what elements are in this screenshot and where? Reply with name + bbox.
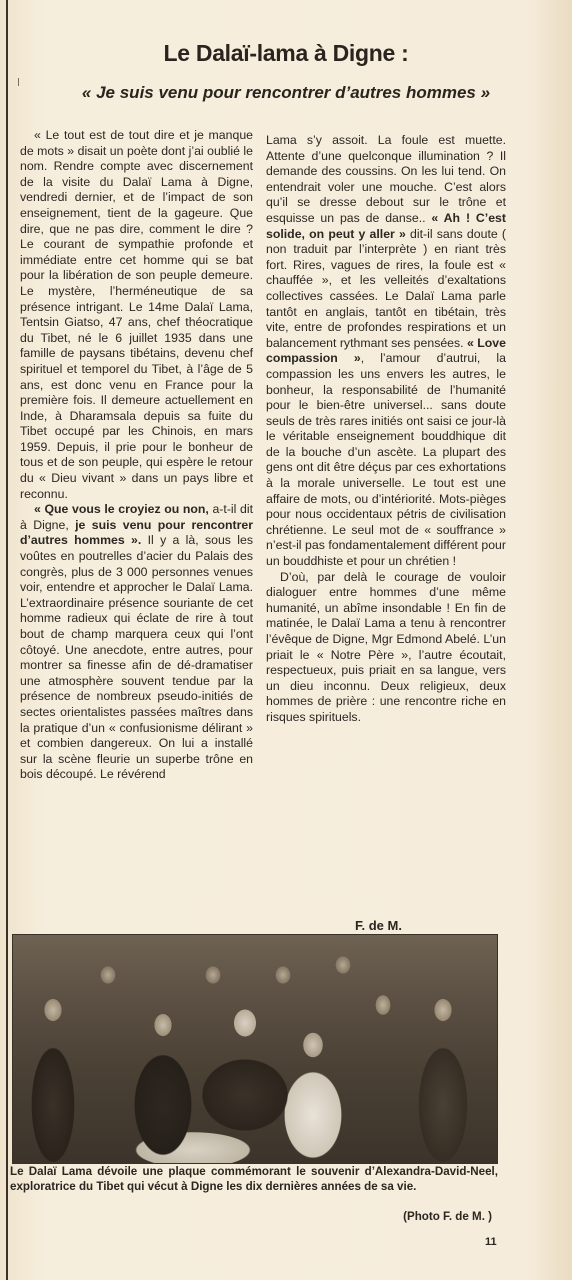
paragraph-text: Il y a là, sous les voûtes en poutrelles d’acier du Palais des congrès, plus de 3 000 personnes venues voir, entendre et approcher le Dalaï Lama. L’extraordinaire présence souriante de cet homme radieux qui éclate de rire à tout bout de champ marquera ceux qui l’ont côtoyé. Une anecdote, entre autres, pour montrer sa finesse afin de dé-dramatiser une atmosphère souvent tendue par la présence de nombreux pseudo-initiés de sectes orientalistes passées maîtres dans la pratique d’un « confusionisme délirant » et combien dangereux. On lui a installé sur la scène fleurie un superbe trône en bois découpé. Le révérend: [20, 533, 253, 782]
quote-bold-4: « Love compassion »: [266, 335, 506, 366]
column-1-paragraph-2: [20, 502, 253, 783]
quote-bold-1: « Que vous le croyiez ou non,: [34, 502, 209, 517]
photo-credit: (Photo F. de M. ): [403, 1210, 492, 1223]
paragraph-text: dit-il sans doute ( non traduit par l’interprète ) en riant très fort. Rires, vagues de rires, la foule est « chauffée », et les velleités d’exaltations collectives cassées. Le Dalaï Lama parle tantôt en anglais, tantôt en tibétain, très vite, entre de profondes respirations et un balancement rythmant ses pensées.: [266, 226, 506, 350]
author-signature: F. de M.: [355, 918, 402, 933]
article-title: Le Dalaï-lama à Digne :: [163, 40, 409, 66]
article-subtitle: « Je suis venu pour rencontrer d’autres hommes »: [81, 83, 491, 102]
column-2-paragraph-2: D’où, par delà le courage de vouloir dialoguer entre hommes d’une même humanité, un abîme insondable ! En fin de matinée, le Dalaï Lama a tenu à rencontrer l’évêque de Digne, Mgr Edmond Abelé. L’un priait le « Notre Père », l’autre écoutait, respectueux, puis priait en sa langue, vers un dieu inconnu. Deux religieux, deux hommes de prière : une rencontre riche en risques spirituels.: [266, 569, 506, 724]
quote-bold-2: je suis venu pour rencontrer d’autres hommes ».: [20, 517, 253, 548]
article-column-2: [266, 133, 506, 726]
quote-text-1: a-t-il dit à Digne,: [20, 502, 253, 532]
column-2-paragraph-1: [266, 133, 506, 570]
paragraph-text: , l’amour d’autrui, la compassion les uns envers les autres, le bonheur, la responsabilité de l’humanité pour le bien-être universel... sans doute seuls de très rares initiés ont saisi ce jour-là le véritable enseignement bouddhique dit de la bouche d’un ascète. La plupart des gens ont dit être déçus par ces exhortations à la morale universelle. Le tout est une affaire de mots, ou d’intériorité. Mots-pièges pour nous occidentaux pétris de civilisation chrétienne. Le seul mot de « souffrance » n’est-il pas fondamentalement différent pour un bouddhiste et pour un chrétien !: [266, 351, 506, 569]
quote-bold-3: « Ah ! C’est solide, on peut y aller »: [266, 210, 506, 241]
column-1-paragraph-1: « Le tout est de tout dire et je manque de mots » disait un poète dont j’ai oublié le nom. Rendre compte avec discernement de la visite du Dalaï Lama à Digne, vendredi dernier, et de l’impact de son enseignement, tient de la gageure. Que dire, que ne pas dire, comment le dire ? Le courant de sympathie profonde et immédiate entre cet homme qui se bat pour la libération de son peuple demeure. Le mystère, l’herméneutique de sa présence intrigant. Le 14me Dalaï Lama, Tentsin Giatso, 47 ans, chef théocratique du Tibet, né le 6 juillet 1935 dans une famille de paysans tibétains, devenu chef spirituel et temporel du Tibet, à l’âge de 5 ans, est donc venu en France pour la première fois. Il demeure actuellement en Inde, à Dharamsala depuis sa fuite du Tibet occupé par les Chinois, en mars 1959. Depuis, il prie pour le bonheur de tous et de son peuple, qui espère le retour du « Dieu vivant » dans un pays libre et reconnu.: [20, 128, 253, 501]
article-column-1: [20, 128, 253, 783]
photo-caption: Le Dalaï Lama dévoile une plaque commémorant le souvenir d’Alexandra-David-Neel, exploratrice du Tibet qui vécut à Digne les dix dernières années de sa vie.: [10, 1165, 498, 1193]
paragraph-text: Lama s’y assoit. La foule est muette. Attente d’une quelconque illumination ? Il demande des coussins. On les lui tend. On entendrait voler une mouche. C’est alors qu’il se dresse debout sur le trône et esquisse un pas de danse..: [266, 133, 506, 225]
crowd-photo: [12, 934, 498, 1164]
page-number: 11: [485, 1236, 497, 1248]
page-edge-line: [6, 0, 8, 1280]
